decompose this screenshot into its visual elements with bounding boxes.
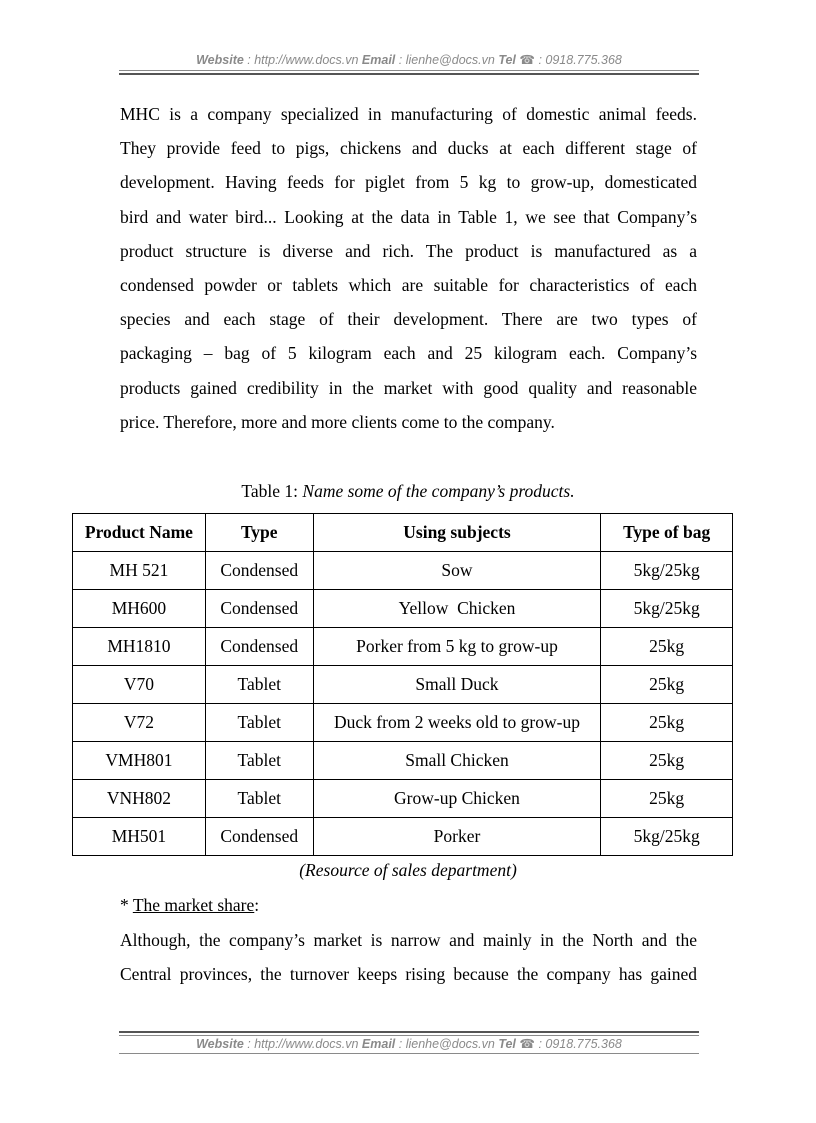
cell-product-name: V70 bbox=[73, 666, 206, 704]
paragraph-line: They provide feed to pigs, chickens and ducks at each different stage of bbox=[120, 138, 697, 159]
cell-type-of-bag: 5kg/25kg bbox=[601, 590, 733, 628]
cell-using-subjects: Duck from 2 weeks old to grow-up bbox=[313, 704, 601, 742]
cell-product-name: V72 bbox=[73, 704, 206, 742]
paragraph-line: products gained credibility in the market with good quality and reasonable bbox=[120, 377, 697, 398]
header-tel-label: Tel bbox=[498, 53, 516, 67]
footer-tel-value: : 0918.775.368 bbox=[534, 1037, 622, 1051]
table-caption bbox=[0, 481, 816, 502]
paragraph-line: species and each stage of their development. There are two types of bbox=[120, 309, 697, 330]
cell-type-of-bag: 25kg bbox=[601, 666, 733, 704]
table-row bbox=[73, 780, 733, 818]
header-email-label: Email bbox=[361, 53, 396, 67]
table-row bbox=[73, 818, 733, 856]
cell-type-of-bag: 25kg bbox=[601, 628, 733, 666]
table-row bbox=[73, 704, 733, 742]
heading-colon: : bbox=[254, 895, 260, 915]
column-header-product-name: Product Name bbox=[73, 514, 206, 552]
phone-icon: ☎ bbox=[519, 53, 535, 67]
cell-product-name: MH501 bbox=[73, 818, 206, 856]
header-email-value[interactable]: : lienhe@docs.vn bbox=[395, 53, 499, 67]
cell-using-subjects: Porker from 5 kg to grow-up bbox=[313, 628, 601, 666]
cell-type-of-bag: 25kg bbox=[601, 780, 733, 818]
table-row bbox=[73, 666, 733, 704]
header-rule-thick bbox=[119, 73, 699, 75]
header-rule-thin bbox=[119, 70, 699, 71]
market-share-title: The market share bbox=[132, 895, 255, 915]
footer-email-label: Email bbox=[361, 1037, 396, 1051]
paragraph-line: packaging – bag of 5 kilogram each and 25 kilogram each. Company’s bbox=[120, 343, 697, 364]
column-header-type: Type bbox=[205, 514, 313, 552]
cell-type-of-bag: 5kg/25kg bbox=[601, 552, 733, 590]
paragraph-line: bird and water bird... Looking at the data in Table 1, we see that Company’s bbox=[120, 206, 697, 227]
cell-type: Condensed bbox=[205, 628, 313, 666]
cell-type: Tablet bbox=[205, 666, 313, 704]
cell-product-name: MH 521 bbox=[73, 552, 206, 590]
cell-using-subjects: Small Chicken bbox=[313, 742, 601, 780]
table-row bbox=[73, 742, 733, 780]
cell-type-of-bag: 25kg bbox=[601, 704, 733, 742]
header-website-value[interactable]: : http://www.docs.vn bbox=[243, 53, 362, 67]
footer-tel-label: Tel bbox=[498, 1037, 516, 1051]
table-source: (Resource of sales department) bbox=[299, 860, 517, 880]
table-caption-prefix: Table 1: bbox=[241, 481, 303, 501]
table-caption-title: Name some of the company’s products. bbox=[302, 481, 575, 501]
paragraph-line: MHC is a company specialized in manufacturing of domestic animal feeds. bbox=[120, 104, 697, 124]
paragraph-line: product structure is diverse and rich. The product is manufactured as a bbox=[120, 240, 697, 261]
paragraph-line: price. Therefore, more and more clients come to the company. bbox=[120, 411, 555, 432]
paragraph-line: Although, the company’s market is narrow and mainly in the North and the bbox=[120, 930, 697, 950]
page-footer bbox=[119, 1036, 699, 1051]
cell-product-name: VNH802 bbox=[73, 780, 206, 818]
cell-type-of-bag: 25kg bbox=[601, 742, 733, 780]
cell-type: Condensed bbox=[205, 818, 313, 856]
cell-type-of-bag: 5kg/25kg bbox=[601, 818, 733, 856]
page-header bbox=[119, 52, 699, 67]
intro-paragraph bbox=[120, 97, 697, 439]
table-row bbox=[73, 590, 733, 628]
paragraph-line: development. Having feeds for piglet from 5 kg to grow-up, domesticated bbox=[120, 172, 697, 193]
market-paragraph bbox=[120, 923, 697, 991]
cell-product-name: MH1810 bbox=[73, 628, 206, 666]
table-row bbox=[73, 628, 733, 666]
footer-website-value[interactable]: : http://www.docs.vn bbox=[243, 1037, 362, 1051]
footer-email-value[interactable]: : lienhe@docs.vn bbox=[395, 1037, 499, 1051]
phone-icon: ☎ bbox=[519, 1037, 535, 1051]
products-table bbox=[72, 513, 733, 856]
paragraph-line: condensed powder or tablets which are suitable for characteristics of each bbox=[120, 275, 697, 296]
header-website-label: Website bbox=[196, 53, 244, 67]
footer-rule-thick bbox=[119, 1031, 699, 1033]
paragraph-line: Central provinces, the turnover keeps rising because the company has gained bbox=[120, 964, 697, 985]
cell-using-subjects: Grow-up Chicken bbox=[313, 780, 601, 818]
column-header-type-of-bag: Type of bag bbox=[601, 514, 733, 552]
cell-type: Condensed bbox=[205, 590, 313, 628]
cell-type: Tablet bbox=[205, 704, 313, 742]
cell-product-name: VMH801 bbox=[73, 742, 206, 780]
column-header-using-subjects: Using subjects bbox=[313, 514, 601, 552]
cell-using-subjects: Small Duck bbox=[313, 666, 601, 704]
cell-product-name: MH600 bbox=[73, 590, 206, 628]
cell-using-subjects: Sow bbox=[313, 552, 601, 590]
header-tel-value: : 0918.775.368 bbox=[534, 53, 622, 67]
market-share-heading bbox=[120, 895, 259, 916]
cell-type: Condensed bbox=[205, 552, 313, 590]
bullet-marker: * bbox=[120, 895, 133, 915]
table-header-row bbox=[73, 514, 733, 552]
cell-using-subjects: Yellow Chicken bbox=[313, 590, 601, 628]
table-row bbox=[73, 552, 733, 590]
cell-using-subjects: Porker bbox=[313, 818, 601, 856]
cell-type: Tablet bbox=[205, 780, 313, 818]
footer-website-label: Website bbox=[196, 1037, 244, 1051]
footer-rule-bottom bbox=[119, 1053, 699, 1054]
cell-type: Tablet bbox=[205, 742, 313, 780]
